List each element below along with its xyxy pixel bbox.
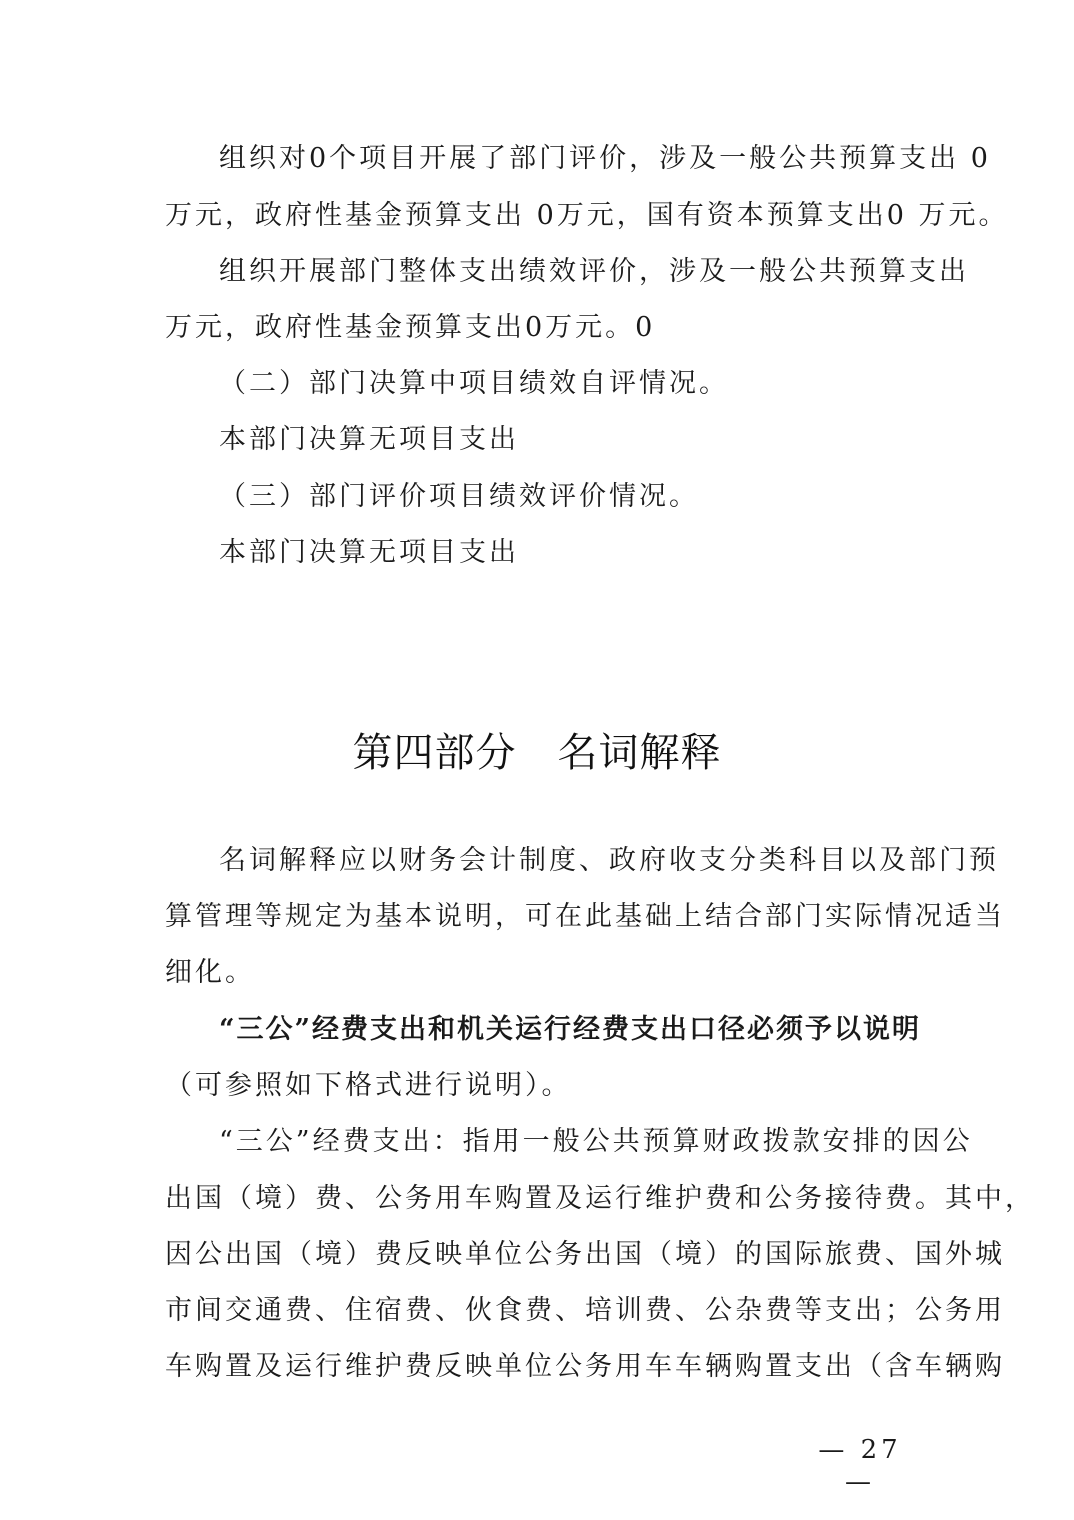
paragraph-line: 组织开展部门整体支出绩效评价，涉及一般公共预算支出 (219, 256, 969, 287)
emphasis-line: “三公”经费支出和机关运行经费支出口径必须予以说明 (219, 1014, 922, 1045)
paragraph-line: “三公”经费支出：指用一般公共预算财政拨款安排的因公 (219, 1126, 973, 1157)
paragraph-line: 因公出国（境）费反映单位公务出国（境）的国际旅费、国外城 (165, 1239, 1005, 1270)
paragraph-line: 出国（境）费、公务用车购置及运行维护费和公务接待费。其中， (165, 1183, 1035, 1214)
paragraph-line: 本部门决算无项目支出 (219, 537, 519, 568)
paragraph-line: 名词解释应以财务会计制度、政府收支分类科目以及部门预 (219, 845, 999, 876)
paragraph-line: 市间交通费、住宿费、伙食费、培训费、公杂费等支出；公务用 (165, 1295, 1005, 1326)
paragraph-line: 本部门决算无项目支出 (219, 424, 519, 455)
paragraph-line: 万元，政府性基金预算支出 0万元，国有资本预算支出0 万元。 (165, 200, 1009, 231)
paragraph-line: 算管理等规定为基本说明，可在此基础上结合部门实际情况适当 (165, 901, 1005, 932)
paragraph-line: 细化。 (165, 957, 255, 988)
subsection-heading: （二）部门决算中项目绩效自评情况。 (219, 368, 729, 399)
paragraph-line: 组织对0个项目开展了部门评价，涉及一般公共预算支出 0 (219, 143, 991, 174)
subsection-heading: （三）部门评价项目绩效评价情况。 (219, 481, 699, 512)
paragraph-line: （可参照如下格式进行说明）。 (165, 1070, 572, 1101)
paragraph-line: 车购置及运行维护费反映单位公务用车车辆购置支出（含车辆购 (165, 1351, 1005, 1382)
paragraph-line: 万元，政府性基金预算支出0万元。0 (165, 312, 656, 343)
part-title: 第四部分 名词解释 (352, 730, 722, 776)
page-number: — 27 — (818, 1435, 902, 1497)
